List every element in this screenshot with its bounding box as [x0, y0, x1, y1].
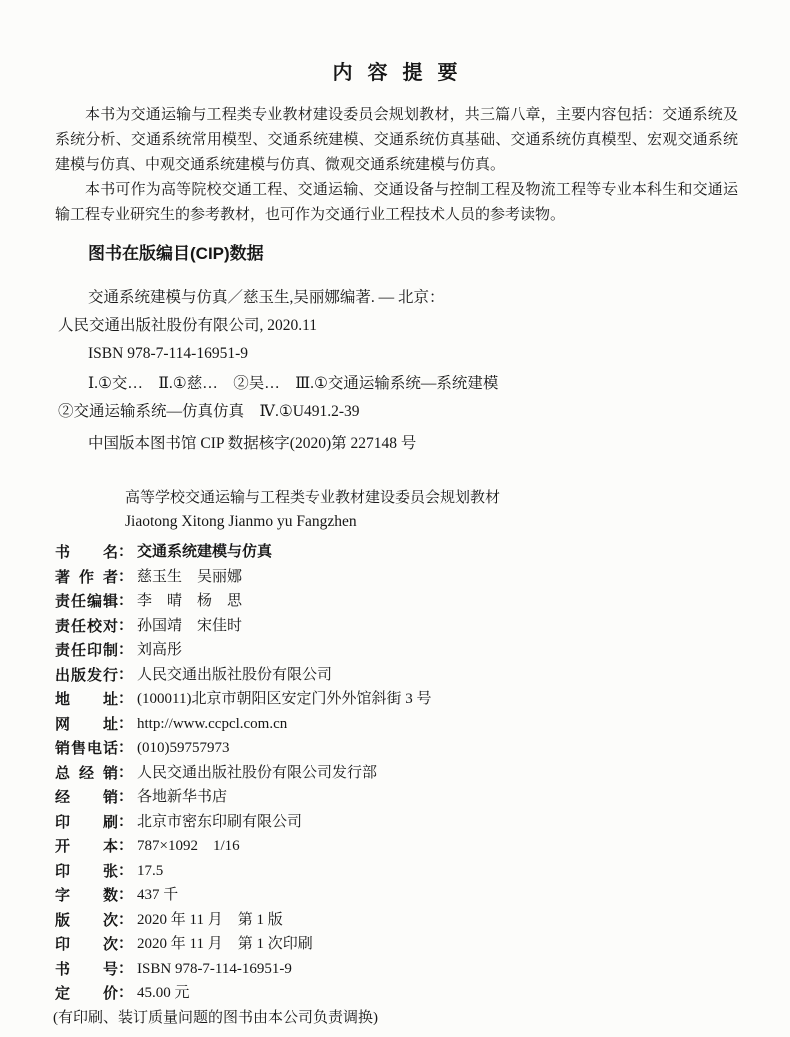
- info-label: 开本: [55, 838, 118, 855]
- info-colon: ：: [118, 665, 134, 683]
- info-value: 人民交通出版社股份有限公司: [137, 666, 333, 683]
- info-row-publisher: [55, 663, 790, 688]
- info-row-price: [55, 981, 790, 1006]
- quality-note: (有印刷、装订质量问题的图书由本公司负责调换): [53, 1009, 378, 1026]
- info-row-edition: [55, 908, 790, 933]
- info-value: (100011)北京市朝阳区安定门外外馆斜街 3 号: [137, 691, 432, 707]
- info-colon: ：: [118, 935, 134, 952]
- cip-classification-line-1: Ⅰ.①交… Ⅱ.①慈… ②吴… Ⅲ.①交通运输系统—系统建模: [88, 375, 499, 392]
- info-value: 2020 年 11 月 第 1 版: [137, 911, 283, 928]
- info-row-isbn: [55, 957, 790, 982]
- info-row-impression: [55, 932, 790, 957]
- info-label: 销售电话: [55, 740, 118, 757]
- series-title: 高等学校交通运输与工程类专业教材建设委员会规划教材: [125, 490, 501, 506]
- info-label: 书名: [55, 544, 118, 561]
- info-value: 北京市密东印刷有限公司: [137, 813, 303, 830]
- info-value: 孙国靖 宋佳时: [137, 617, 243, 634]
- info-value: 刘高彤: [137, 642, 183, 658]
- info-label: 经销: [55, 789, 118, 806]
- info-colon: ：: [118, 543, 134, 560]
- summary-paragraph-2: 本书可作为高等院校交通工程、交通运输、交通设备与控制工程及物流工程等专业本科生和交通运输工程专业研究生的参考教材，也可作为交通行业工程技术人员的参考读物。: [55, 182, 738, 223]
- info-value: 慈玉生 吴丽娜: [137, 568, 243, 585]
- info-row-sales-phone: [55, 736, 790, 761]
- info-colon: ：: [118, 788, 134, 805]
- info-value: 2020 年 11 月 第 1 次印刷: [137, 936, 313, 952]
- info-value: http://www.ccpcl.com.cn: [137, 715, 288, 732]
- info-label: 版次: [55, 911, 118, 929]
- info-value: 交通系统建模与仿真: [137, 543, 273, 560]
- series-heading: [125, 487, 790, 533]
- info-colon: ：: [118, 812, 134, 830]
- content-summary: [55, 103, 738, 228]
- cip-publisher-line: 人民交通出版社股份有限公司, 2020.11: [58, 317, 318, 334]
- info-row-book-title: [55, 540, 790, 565]
- info-row-editors: [55, 589, 790, 614]
- info-row-print-supervisor: [55, 638, 790, 663]
- info-colon: ：: [118, 567, 134, 585]
- info-colon: ：: [118, 739, 134, 756]
- info-label: 定价: [55, 985, 118, 1002]
- cip-heading: 图书在版编目(CIP)数据: [88, 244, 264, 263]
- cip-block: [58, 284, 790, 458]
- info-colon: ：: [118, 837, 134, 854]
- series-pinyin: Jiaotong Xitong Jianmo yu Fangzhen: [125, 513, 357, 530]
- cip-title-line: 交通系统建模与仿真／慈玉生,吴丽娜编著. — 北京：: [88, 289, 445, 306]
- info-colon: ：: [118, 641, 134, 658]
- info-label: 字数: [55, 887, 118, 904]
- info-label: 责任印制: [55, 642, 118, 659]
- info-value: 李 晴 杨 思: [137, 593, 243, 609]
- info-colon: ：: [118, 690, 134, 707]
- info-colon: ：: [118, 592, 134, 609]
- info-label: 地址: [55, 691, 118, 708]
- info-label: 印张: [55, 862, 118, 880]
- info-label: 印次: [55, 936, 118, 953]
- info-row-sheets: [55, 859, 790, 884]
- info-colon: ：: [118, 886, 134, 903]
- info-label: 印刷: [55, 813, 118, 831]
- info-label: 著作者: [55, 568, 118, 586]
- info-colon: ：: [118, 714, 134, 732]
- info-colon: ：: [118, 984, 134, 1001]
- cip-isbn-line: ISBN 978-7-114-16951-9: [88, 345, 249, 362]
- page-title: 内容提要: [332, 62, 473, 84]
- info-row-website: [55, 712, 790, 737]
- info-label: 出版发行: [55, 666, 118, 684]
- info-label: 总经销: [55, 764, 118, 782]
- info-row-distributor: [55, 785, 790, 810]
- info-value: 45.00 元: [137, 985, 190, 1001]
- info-row-proofreaders: [55, 614, 790, 639]
- info-colon: ：: [118, 861, 134, 879]
- info-row-printer: [55, 810, 790, 835]
- info-value: 17.5: [137, 862, 164, 879]
- info-row-format: [55, 834, 790, 859]
- publication-info-list: [55, 540, 790, 1006]
- info-row-word-count: [55, 883, 790, 908]
- cip-record-number: 中国版本图书馆 CIP 数据核字(2020)第 227148 号: [88, 435, 417, 452]
- cip-classification-line-2: ②交通运输系统—仿真仿真 Ⅳ.①U491.2-39: [58, 403, 360, 420]
- info-value: 787×1092 1/16: [137, 838, 240, 854]
- info-colon: ：: [118, 616, 134, 634]
- info-value: ISBN 978-7-114-16951-9: [137, 960, 292, 977]
- summary-paragraph-1: 本书为交通运输与工程类专业教材建设委员会规划教材，共三篇八章，主要内容包括：交通系统及系统分析、交通系统常用模型、交通系统建模、交通系统仿真基础、交通系统仿真模型、宏观交通系统建模与仿真、中观交通系统建模与仿真、微观交通系统建模与仿真。: [55, 107, 738, 173]
- info-row-address: [55, 687, 790, 712]
- info-label: 网址: [55, 715, 118, 733]
- info-colon: ：: [118, 959, 134, 977]
- info-value: 437 千: [137, 887, 179, 903]
- info-value: (010)59757973: [137, 740, 230, 756]
- info-row-general-distributor: [55, 761, 790, 786]
- info-row-authors: [55, 565, 790, 590]
- info-label: 责任编辑: [55, 593, 118, 610]
- info-colon: ：: [118, 763, 134, 781]
- info-value: 各地新华书店: [137, 789, 228, 805]
- info-label: 责任校对: [55, 617, 118, 635]
- info-value: 人民交通出版社股份有限公司发行部: [137, 764, 378, 781]
- info-label: 书号: [55, 960, 118, 978]
- info-colon: ：: [118, 910, 134, 928]
